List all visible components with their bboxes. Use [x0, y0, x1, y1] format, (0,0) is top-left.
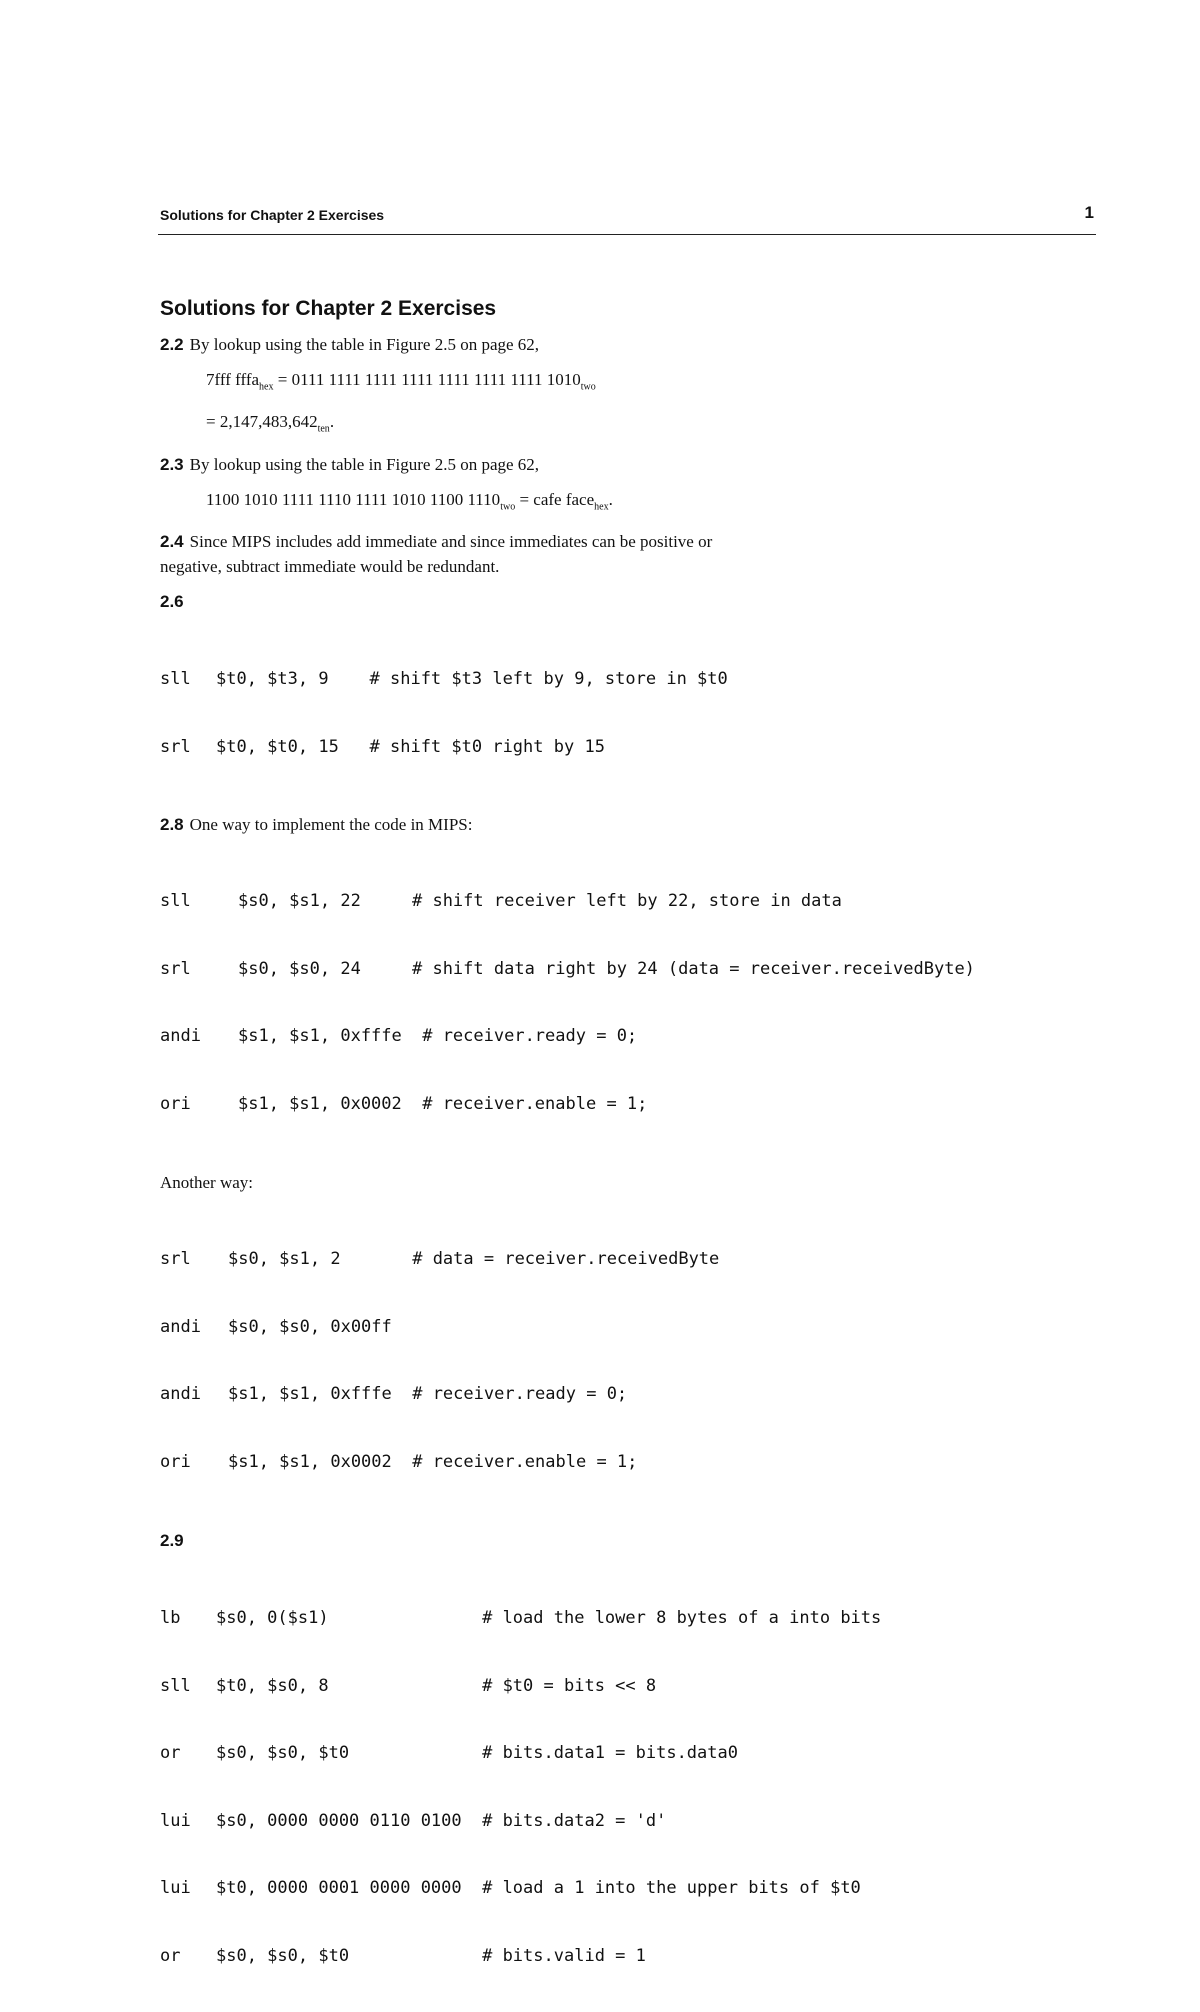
subscript: hex: [259, 381, 274, 393]
exercise-2-9: [160, 1528, 1096, 1553]
code-line: [160, 958, 1096, 981]
code-operands: $s0, $s1, 2 # data = receiver.receivedByte: [228, 1249, 720, 1270]
code-line: [160, 1451, 1096, 1474]
exercise-text: By lookup using the table in Figure 2.5 on page 62,: [189, 335, 540, 354]
code-operands: $t0, 0000 0001 0000 0000 # load a 1 into the upper bits of $t0: [216, 1878, 861, 1899]
code-line: [160, 1316, 1096, 1339]
exercise-text: Since MIPS includes add immediate and since immediates can be positive or: [189, 532, 713, 552]
code-opcode: lb: [160, 1608, 181, 1629]
hex-value: = cafe face: [515, 489, 595, 509]
code-operands: $s1, $s1, 0x0002 # receiver.enable = 1;: [238, 1093, 648, 1114]
code-block: [160, 1203, 1096, 1518]
code-opcode: lui: [160, 1878, 191, 1899]
equation-line: [160, 487, 1096, 519]
code-line: [160, 890, 1096, 913]
code-line: [160, 1607, 1096, 1630]
code-operands: $t0, $t3, 9 # shift $t3 left by 9, store in $t0: [216, 669, 728, 690]
header-rule: [158, 234, 1096, 235]
exercise-number: 2.8: [160, 815, 184, 835]
code-opcode: ori: [160, 1451, 191, 1472]
hex-value: 7fff fffa: [206, 370, 260, 389]
exercise-text: One way to implement the code in MIPS:: [189, 815, 473, 835]
code-operands: $s1, $s1, 0xfffe # receiver.ready = 0;: [228, 1384, 628, 1405]
equation-line: [160, 367, 1096, 399]
page-title: Solutions for Chapter 2 Exercises: [160, 297, 497, 320]
exercise-number: 2.2: [160, 335, 184, 354]
exercise-text: By lookup using the table in Figure 2.5 on page 62,: [189, 454, 540, 474]
binary-value: = 0111 1111 1111 1111 1111 1111 1111 1010: [273, 370, 581, 389]
code-opcode: andi: [160, 1316, 201, 1337]
code-opcode: andi: [160, 1026, 201, 1047]
page-content: [160, 292, 1096, 2012]
punctuation: .: [329, 412, 335, 432]
code-operands: $s0, $s0, $t0 # bits.data1 = bits.data0: [216, 1743, 738, 1764]
code-line: [160, 1025, 1096, 1048]
code-line: [160, 668, 1096, 691]
code-operands: $s0, $s0, $t0 # bits.valid = 1: [216, 1945, 646, 1966]
code-operands: $t0, $s0, 8 # $t0 = bits << 8: [216, 1675, 657, 1696]
exercise-number: 2.6: [160, 592, 184, 612]
code-operands: $s0, 0000 0000 0110 0100 # bits.data2 = 'd': [216, 1810, 667, 1831]
code-operands: $s0, $s0, 0x00ff: [228, 1316, 392, 1337]
another-way-label: Another way:: [160, 1173, 254, 1193]
code-line: [160, 1248, 1096, 1271]
code-opcode: srl: [160, 958, 191, 979]
code-block: [160, 1562, 1096, 2012]
code-operands: $s0, 0($s1) # load the lower 8 bytes of a into bits: [216, 1608, 882, 1629]
punctuation: .: [608, 489, 613, 509]
code-operands: $s1, $s1, 0x0002 # receiver.enable = 1;: [228, 1451, 638, 1472]
code-opcode: andi: [160, 1384, 201, 1405]
code-opcode: srl: [160, 736, 191, 757]
subscript: hex: [594, 501, 609, 513]
exercise-2-8: [160, 812, 1096, 837]
code-operands: $s1, $s1, 0xfffe # receiver.ready = 0;: [238, 1026, 638, 1047]
code-line: [160, 1383, 1096, 1406]
subscript: ten: [317, 423, 330, 435]
code-line: [160, 1810, 1096, 1833]
code-line: [160, 1675, 1096, 1698]
page-number: 1: [1084, 203, 1094, 222]
exercise-2-3: [160, 452, 1096, 477]
binary-value: 1100 1010 1111 1110 1111 1010 1100 1110: [206, 489, 501, 509]
code-line: [160, 1877, 1096, 1900]
subscript: two: [500, 501, 516, 513]
code-opcode: sll: [160, 669, 191, 690]
exercise-number: 2.9: [160, 1531, 184, 1551]
code-opcode: lui: [160, 1810, 191, 1831]
decimal-value: = 2,147,483,642: [206, 412, 318, 432]
code-opcode: ori: [160, 1093, 191, 1114]
code-operands: $s0, $s0, 24 # shift data right by 24 (data = receiver.receivedByte): [238, 958, 975, 979]
exercise-2-4: [160, 529, 1096, 579]
code-line: [160, 1742, 1096, 1765]
code-operands: $s0, $s1, 22 # shift receiver left by 22, store in data: [238, 891, 842, 912]
code-opcode: sll: [160, 891, 191, 912]
exercise-text: negative, subtract immediate would be redundant.: [160, 557, 500, 577]
code-opcode: sll: [160, 1675, 191, 1696]
code-line: [160, 1093, 1096, 1116]
code-opcode: or: [160, 1945, 181, 1966]
subscript: two: [580, 381, 596, 393]
running-head-title: Solutions for Chapter 2 Exercises: [160, 207, 385, 223]
code-block: [160, 623, 1096, 803]
code-block: [160, 845, 1096, 1160]
exercise-2-6: [160, 589, 1096, 614]
code-opcode: or: [160, 1743, 181, 1764]
running-head: [160, 203, 1096, 227]
equation-line: [160, 409, 1096, 441]
code-line: [160, 1945, 1096, 1968]
exercise-number: 2.3: [160, 454, 184, 474]
code-line: [160, 736, 1096, 759]
code-opcode: srl: [160, 1249, 191, 1270]
code-operands: $t0, $t0, 15 # shift $t0 right by 15: [216, 736, 605, 757]
exercise-2-2: [160, 332, 1096, 357]
exercise-number: 2.4: [160, 532, 184, 552]
